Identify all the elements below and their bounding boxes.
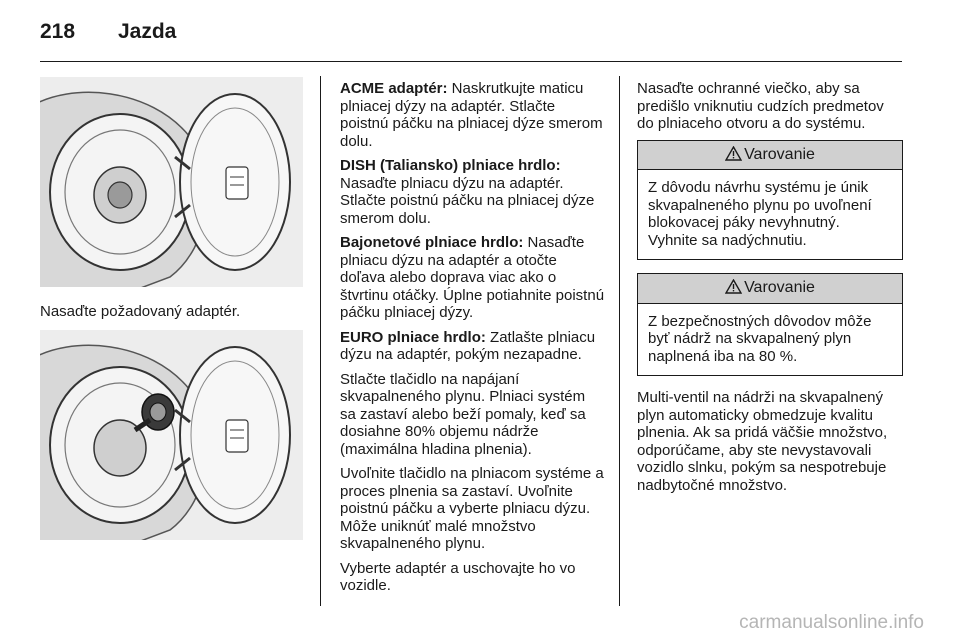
warning-triangle-icon xyxy=(725,279,742,294)
text-acme: Naskrutkujte maticu plniacej dýzy na adaptér. Stlačte poistnú páčku na plniacej dýze smerom dolu. xyxy=(340,80,603,150)
warning-text: Z dôvodu návrhu systému je únik skvapalneného plynu po uvoľnení blokovacej páky nevyhnutný. Vyhnite sa nadýchnutiu. xyxy=(648,179,872,249)
paragraph-release-button: Uvoľnite tlačidlo na plniacom systéme a proces plnenia sa zastaví. Uvoľnite poistnú páčku a vyberte plniacu dýzu. Môže uniknúť malé množstvo skvapalneného plynu. xyxy=(340,465,604,552)
paragraph-dish xyxy=(340,157,605,227)
warning-header xyxy=(638,274,902,304)
figure-adapter-removed xyxy=(40,77,303,287)
warning-title: Varovanie xyxy=(744,145,815,163)
paragraph-press-button: Stlačte tlačidlo na napájaní skvapalneného plynu. Plniaci systém sa zastaví alebo beží pomaly, keď sa dosiahne 80% objemu nádrže (maximálna hladina plnenia). xyxy=(340,370,586,458)
warning-box xyxy=(637,140,903,261)
page-number: 218 xyxy=(40,20,76,43)
text-bayonet: Nasaďte plniacu dýzu na adaptér a otočte doľava alebo doprava viac ako o štvrtinu otáčky. Úplne potiahnite poistnú páčku plniacej dýzy. xyxy=(340,234,605,321)
right-column xyxy=(637,80,903,501)
term-bayonet: Bajonetové plniace hrdlo: xyxy=(340,234,524,251)
column-divider xyxy=(320,76,321,606)
paragraph-bayonet xyxy=(340,234,605,322)
column-divider xyxy=(619,76,620,606)
paragraph-multivalve: Multi-ventil na nádrži na skvapalnený plyn automaticky obmedzuje kvalitu plnenia. Ak sa pridá väčšie množstvo, odporúčame, aby ste nevystavovali vozidlo slnku, pokým sa nespotrebuje nadbytočné množstvo. xyxy=(637,389,888,494)
figure-caption: Nasaďte požadovaný adaptér. xyxy=(40,303,241,320)
term-acme: ACME adaptér: xyxy=(340,80,448,97)
fuel-filler-flap-adapter-icon xyxy=(40,77,303,287)
term-dish: DISH (Taliansko) plniace hrdlo: xyxy=(340,157,561,174)
paragraph-store-adapter: Vyberte adaptér a uschovajte ho vo vozidle. xyxy=(340,559,576,594)
section-title: Jazda xyxy=(118,20,177,43)
warning-header xyxy=(638,141,902,171)
paragraph-acme xyxy=(340,80,605,150)
watermark: carmanualsonline.info xyxy=(739,612,924,633)
text-euro: Zatlašte plniacu dýzu na adaptér, pokým nezapadne. xyxy=(340,328,596,363)
middle-column xyxy=(340,80,605,602)
header-rule xyxy=(40,61,902,62)
text-dish: Nasaďte plniacu dýzu na adaptér. Stlačte poistnú páčku na plniacej dýze smerom dolu. xyxy=(340,174,595,227)
paragraph-protective-cap: Nasaďte ochranné viečko, aby sa predišlo vniknutiu cudzích predmetov do plniaceho otvoru a do systému. xyxy=(637,80,884,132)
paragraph-euro xyxy=(340,329,605,364)
warning-title: Varovanie xyxy=(744,279,815,296)
warning-triangle-icon xyxy=(725,146,742,161)
warning-box xyxy=(637,273,903,376)
warning-text: Z bezpečnostných dôvodov môže byť nádrž na skvapalnený plyn naplnená iba na 80 %. xyxy=(648,312,872,365)
term-euro: EURO plniace hrdlo: xyxy=(340,328,486,346)
figure-adapter-fitted xyxy=(40,330,303,540)
fuel-filler-flap-adapter-fitted-icon xyxy=(40,330,303,540)
